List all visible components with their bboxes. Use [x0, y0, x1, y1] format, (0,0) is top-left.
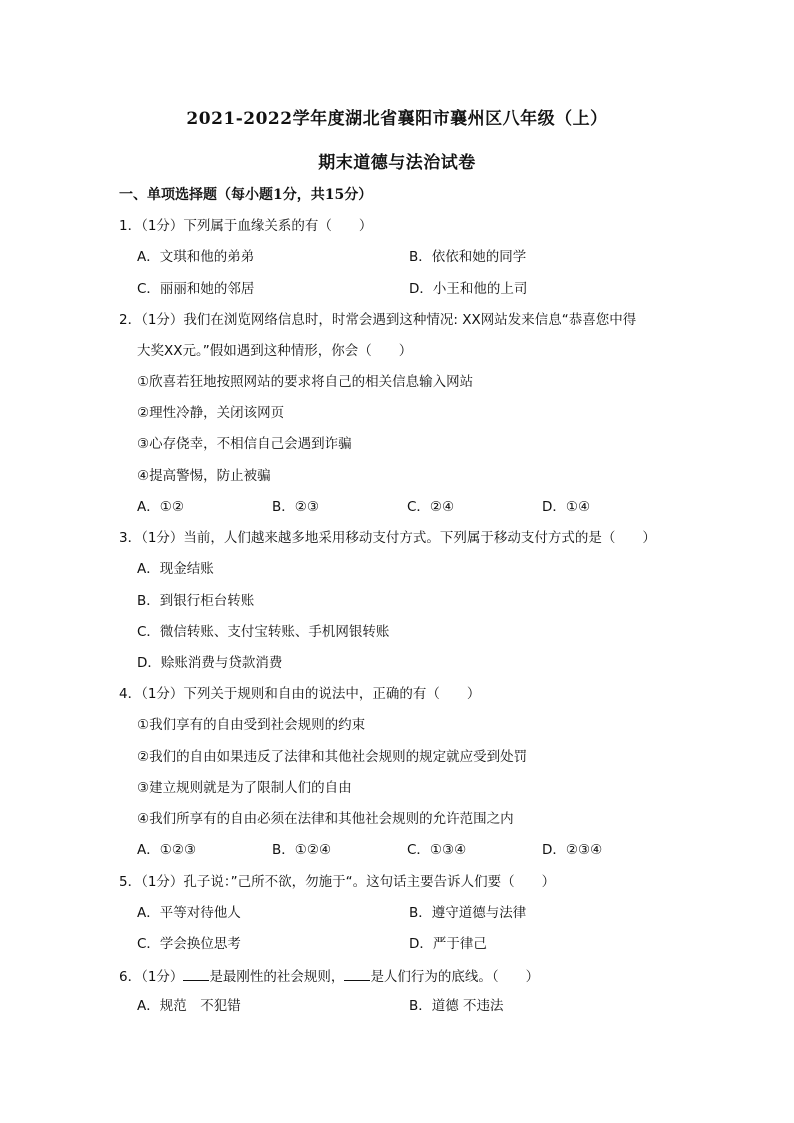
option-c: C．学会换位思考 — [137, 936, 241, 952]
option-d: D．小王和他的上司 — [409, 281, 528, 297]
fill-blank-2 — [344, 966, 370, 981]
question-2-stem-line1: 2．（1分）我们在浏览网络信息时，时常会遇到这种情况: XX网站发来信息“恭喜您中得 — [119, 312, 637, 328]
question-2-options — [137, 498, 677, 516]
question-1-options-row2 — [137, 280, 681, 298]
section-heading: 一、单项选择题（每小题1分，共15分） — [119, 187, 373, 203]
option-d: D．①④ — [542, 499, 591, 515]
question-4-options — [137, 841, 677, 859]
option-c: C．①③④ — [407, 842, 467, 858]
option-b: B．②③ — [272, 499, 319, 515]
question-2-stem-line2: 大奖XX元。”假如遇到这种情形，你会（ ） — [137, 343, 413, 359]
question-1-options-row1 — [137, 248, 681, 266]
exam-title-line1: 2021-2022学年度湖北省襄阳市襄州区八年级（上） — [186, 109, 608, 129]
question-4-statement-2: ②我们的自由如果违反了法律和其他社会规则的规定就应受到处罚 — [137, 749, 528, 765]
question-3-option-c: C．微信转账、支付宝转账、手机网银转账 — [137, 624, 390, 640]
question-5-options-row1 — [137, 904, 681, 922]
option-b: B．遵守道德与法律 — [409, 905, 527, 921]
question-2-statement-1: ①欣喜若狂地按照网站的要求将自己的相关信息输入网站 — [137, 374, 474, 390]
question-4-statement-1: ①我们享有的自由受到社会规则的约束 — [137, 717, 366, 733]
option-a: A．规范 不犯错 — [137, 998, 241, 1014]
question-6-prefix: 6．（1分） — [119, 969, 184, 985]
question-4-statement-3: ③建立规则就是为了限制人们的自由 — [137, 780, 352, 796]
question-2-statement-3: ③心存侥幸，不相信自己会遇到诈骗 — [137, 436, 352, 452]
question-6-text-2: 是人们行为的底线。（ ） — [370, 969, 540, 985]
question-4-statement-4: ④我们所享有的自由必须在法律和其他社会规则的允许范围之内 — [137, 811, 514, 827]
option-a: A．①②③ — [137, 842, 197, 858]
question-6-text-1: 是最刚性的社会规则， — [209, 969, 345, 985]
option-b: B．道德 不违法 — [409, 998, 504, 1014]
option-c: C．②④ — [407, 499, 455, 515]
question-3-stem: 3．（1分）当前，人们越来越多地采用移动支付方式。下列属于移动支付方式的是（ ） — [119, 530, 656, 546]
option-d: D．严于律己 — [409, 936, 487, 952]
question-3-option-a: A．现金结账 — [137, 561, 214, 577]
option-a: A．平等对待他人 — [137, 905, 241, 921]
question-2-statement-4: ④提高警惕，防止被骗 — [137, 468, 271, 484]
option-d: D．②③④ — [542, 842, 603, 858]
question-2-statement-2: ②理性冷静，关闭该网页 — [137, 405, 285, 421]
exam-title-line2: 期末道德与法治试卷 — [318, 153, 476, 173]
option-a: A．①② — [137, 499, 184, 515]
question-5-options-row2 — [137, 935, 681, 953]
question-6-options — [137, 997, 681, 1015]
question-6-stem — [119, 966, 539, 986]
option-c: C．丽丽和她的邻居 — [137, 281, 255, 297]
option-a: A．文琪和他的弟弟 — [137, 249, 255, 265]
fill-blank-1 — [183, 966, 209, 981]
option-b: B．①②④ — [272, 842, 332, 858]
question-5-stem: 5．（1分）孔子说：”己所不欲，勿施于“。这句话主要告诉人们要（ ） — [119, 874, 556, 890]
option-b: B．依依和她的同学 — [409, 249, 527, 265]
question-3-option-b: B．到银行柜台转账 — [137, 593, 255, 609]
question-1-stem: 1．（1分）下列属于血缘关系的有（ ） — [119, 218, 373, 234]
question-3-option-d: D．赊账消费与贷款消费 — [137, 655, 283, 671]
question-4-stem: 4．（1分）下列关于规则和自由的说法中，正确的有（ ） — [119, 686, 481, 702]
